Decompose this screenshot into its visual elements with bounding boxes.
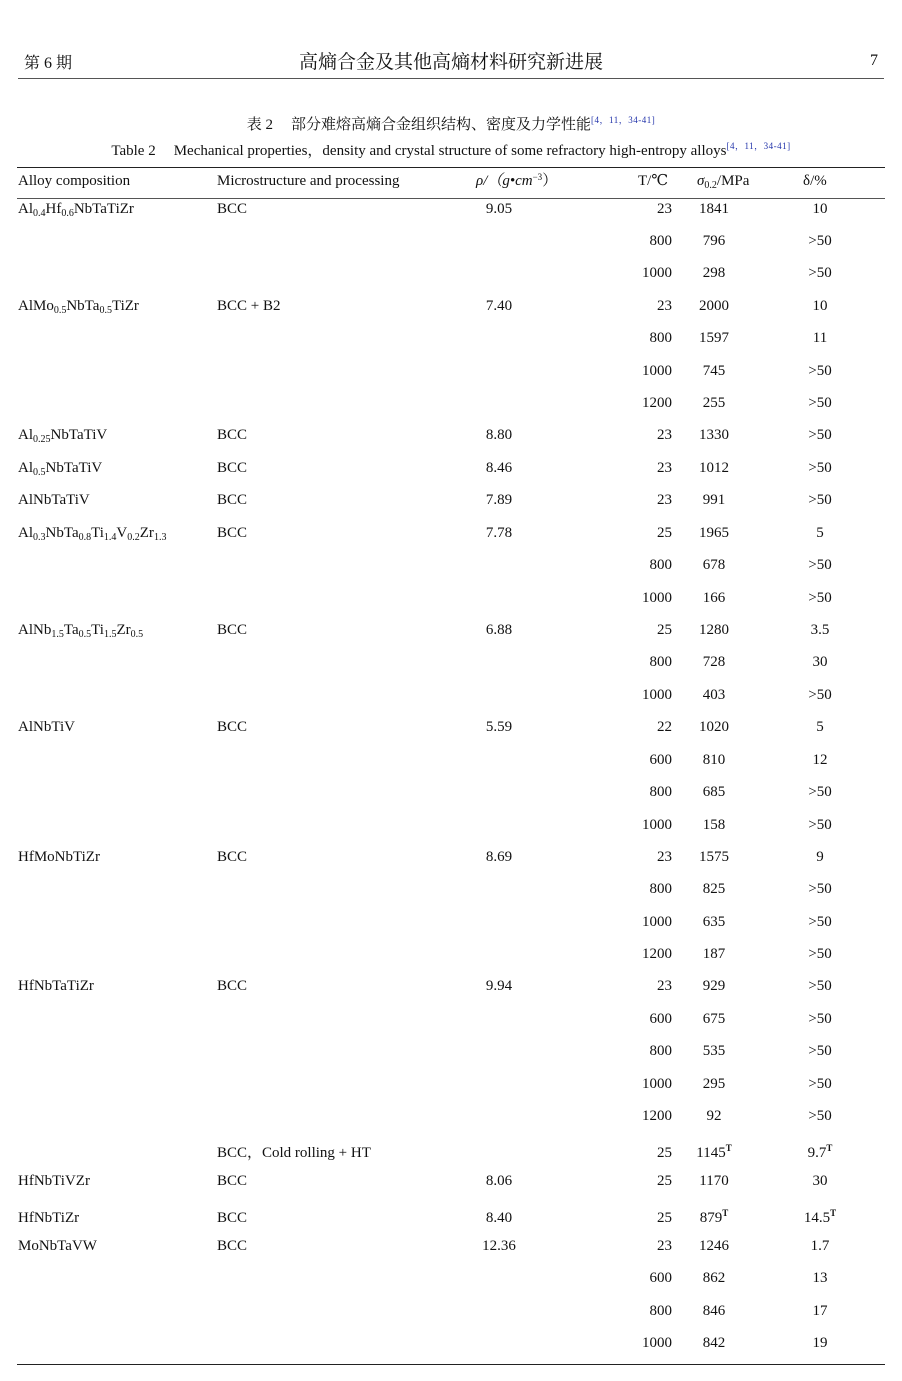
elongation-value: 10 <box>812 298 828 314</box>
alloy-composition: $Al_{0.4}Hf_{0.6}NbTaTiZr$ <box>18 201 134 219</box>
density-value: 7.40 <box>485 298 513 314</box>
yield-strength-value: 1280 <box>699 622 729 638</box>
temperature-value: 23 <box>657 978 672 994</box>
microstructure: BCC <box>217 719 248 735</box>
yield-strength-value: 187 <box>702 946 726 962</box>
microstructure: BCC <box>217 622 248 638</box>
density-value: 8.69 <box>485 849 513 865</box>
yield-strength-value: 685 <box>702 784 726 800</box>
yield-strength-value: 1597 <box>699 330 729 346</box>
microstructure: BCC <box>217 201 248 217</box>
caption-cn-text: 部分难熔高熵合金组织结构、密度及力学性能 <box>291 117 592 133</box>
caption-en-text: Mechanical properties，density and crystal structure of some refractory high-entropy alloys <box>173 143 727 159</box>
elongation-value: >50 <box>808 914 832 930</box>
caption-cn-refs[interactable]: [4，11，34-41] <box>591 115 656 125</box>
temperature-value: 1000 <box>642 817 672 833</box>
temperature-value: 1000 <box>642 265 672 281</box>
table-bottom-rule <box>17 1364 885 1365</box>
elongation-value: >50 <box>808 946 832 962</box>
elongation-value: >50 <box>808 233 832 249</box>
elongation-value: >50 <box>808 1076 832 1092</box>
temperature-value: 600 <box>649 1011 672 1027</box>
yield-strength-value: 1330 <box>699 427 729 443</box>
yield-strength-value: $879^T$ <box>699 1208 729 1226</box>
yield-strength-value: 825 <box>702 881 726 897</box>
yield-strength-value: 166 <box>702 590 726 606</box>
temperature-value: 1000 <box>642 914 672 930</box>
yield-strength-value: 298 <box>702 265 726 281</box>
col-header-density: $\rho/(g•cm^{-3})$ <box>476 172 558 189</box>
yield-strength-value: 1170 <box>699 1173 729 1189</box>
density-value: 8.46 <box>485 460 513 476</box>
yield-strength-value: 810 <box>702 752 726 768</box>
yield-strength-value: 92 <box>706 1108 722 1124</box>
density-value: 8.40 <box>485 1210 513 1226</box>
temperature-value: 800 <box>649 1303 672 1319</box>
temperature-value: 800 <box>649 654 672 670</box>
temperature-value: 600 <box>649 752 672 768</box>
yield-strength-value: 158 <box>702 817 726 833</box>
density-value: 12.36 <box>482 1238 516 1254</box>
alloy-composition: AlMo$_{0.5}$NbTa$_{0.5}$TiZr <box>18 298 139 316</box>
yield-strength-value: 1841 <box>699 201 729 217</box>
elongation-value: 5 <box>816 525 824 541</box>
microstructure: BCC <box>217 492 248 508</box>
microstructure: BCC <box>217 1238 248 1254</box>
issue-label: 第 6 期 <box>24 55 73 72</box>
microstructure: BCC，Cold rolling + HT <box>217 1145 371 1161</box>
density-value: 5.59 <box>485 719 513 735</box>
temperature-value: 25 <box>657 1173 672 1189</box>
yield-strength-value: 635 <box>702 914 726 930</box>
col-header-temperature: T/℃ <box>638 173 669 189</box>
density-value: 6.88 <box>485 622 513 638</box>
caption-en-refs[interactable]: [4，11，34-41] <box>726 141 791 151</box>
elongation-value: 3.5 <box>810 622 830 638</box>
yield-strength-value: 255 <box>702 395 726 411</box>
table-top-rule <box>17 167 885 168</box>
caption-cn-label: 表 2 <box>246 117 274 133</box>
yield-strength-value: 991 <box>702 492 726 508</box>
temperature-value: 1000 <box>642 1076 672 1092</box>
temperature-value: 23 <box>657 201 672 217</box>
yield-strength-value: 1012 <box>699 460 729 476</box>
col-header-yield-strength: $\sigma_{0.2}$/MPa <box>697 173 750 191</box>
alloy-composition: $Al_{0.25}NbTaTiV$ <box>18 427 108 445</box>
elongation-value: >50 <box>808 427 832 443</box>
microstructure: BCC <box>217 460 248 476</box>
alloy-composition: HfMoNbTiZr <box>18 849 100 865</box>
microstructure: BCC <box>217 525 248 541</box>
microstructure: BCC <box>217 1210 248 1226</box>
microstructure: BCC <box>217 427 248 443</box>
elongation-value: >50 <box>808 784 832 800</box>
yield-strength-value: 295 <box>702 1076 726 1092</box>
table-caption-en <box>0 139 902 160</box>
elongation-value: >50 <box>808 460 832 476</box>
yield-strength-value: 1965 <box>699 525 729 541</box>
elongation-value: 1.7 <box>810 1238 830 1254</box>
alloy-composition: $Al_{0.3}NbTa_{0.8}Ti_{1.4}V_{0.2}Zr_{1.3}$ <box>18 525 167 543</box>
temperature-value: 1200 <box>642 1108 672 1124</box>
alloy-composition: MoNbTaVW <box>18 1238 97 1254</box>
elongation-value: 30 <box>812 654 828 670</box>
elongation-value: >50 <box>808 395 832 411</box>
running-title: 高熵合金及其他高熵材料研究新进展 <box>298 52 603 73</box>
yield-strength-value: 1020 <box>699 719 729 735</box>
temperature-value: 23 <box>657 849 672 865</box>
alloy-composition: AlNbTiV <box>18 719 75 735</box>
caption-en-label: Table 2 <box>111 143 156 159</box>
alloy-composition: AlNbTaTiV <box>18 492 90 508</box>
yield-strength-value: 403 <box>702 687 726 703</box>
temperature-value: 23 <box>657 460 672 476</box>
elongation-value: 5 <box>816 719 824 735</box>
temperature-value: 25 <box>657 1145 672 1161</box>
elongation-value: >50 <box>808 590 832 606</box>
yield-strength-value: 842 <box>702 1335 726 1351</box>
temperature-value: 1200 <box>642 946 672 962</box>
elongation-value: >50 <box>808 492 832 508</box>
col-header-micro: Microstructure and processing <box>217 173 400 189</box>
temperature-value: 1000 <box>642 1335 672 1351</box>
temperature-value: 22 <box>657 719 672 735</box>
density-value: 9.05 <box>485 201 513 217</box>
yield-strength-value: 796 <box>702 233 726 249</box>
elongation-value: >50 <box>808 687 832 703</box>
table-header-rule <box>17 198 885 199</box>
density-value: 7.78 <box>485 525 513 541</box>
microstructure: BCC <box>217 978 248 994</box>
yield-strength-value: 846 <box>702 1303 726 1319</box>
col-header-alloy: Alloy composition <box>18 173 131 189</box>
temperature-value: 23 <box>657 1238 672 1254</box>
temperature-value: 25 <box>657 1210 672 1226</box>
yield-strength-value: 862 <box>702 1270 726 1286</box>
page-header <box>18 40 884 79</box>
elongation-value: 9 <box>816 849 824 865</box>
microstructure: BCC + B2 <box>217 298 281 314</box>
temperature-value: 1000 <box>642 363 672 379</box>
elongation-value: >50 <box>808 817 832 833</box>
elongation-value: >50 <box>808 1108 832 1124</box>
elongation-value: $9.7^T$ <box>807 1143 833 1161</box>
elongation-value: 30 <box>812 1173 828 1189</box>
alloy-composition: $AlNb_{1.5}Ta_{0.5}Ti_{1.5}Zr_{0.5}$ <box>18 622 144 640</box>
elongation-value: >50 <box>808 1043 832 1059</box>
alloy-composition: HfNbTaTiZr <box>18 978 94 994</box>
elongation-value: 13 <box>812 1270 828 1286</box>
elongation-value: $14.5^T$ <box>803 1208 837 1226</box>
table-caption-cn <box>0 113 902 134</box>
elongation-value: >50 <box>808 881 832 897</box>
microstructure: BCC <box>217 849 248 865</box>
microstructure: BCC <box>217 1173 248 1189</box>
elongation-value: >50 <box>808 363 832 379</box>
elongation-value: >50 <box>808 1011 832 1027</box>
yield-strength-value: 675 <box>702 1011 726 1027</box>
temperature-value: 600 <box>649 1270 672 1286</box>
elongation-value: 11 <box>812 330 828 346</box>
elongation-value: 10 <box>812 201 828 217</box>
temperature-value: 800 <box>649 233 672 249</box>
temperature-value: 1000 <box>642 590 672 606</box>
yield-strength-value: 2000 <box>699 298 729 314</box>
elongation-value: >50 <box>808 557 832 573</box>
temperature-value: 25 <box>657 525 672 541</box>
temperature-value: 23 <box>657 427 672 443</box>
density-value: 7.89 <box>485 492 513 508</box>
temperature-value: 1200 <box>642 395 672 411</box>
density-value: 8.06 <box>485 1173 513 1189</box>
alloy-composition: HfNbTiVZr <box>18 1173 90 1189</box>
page-number: 7 <box>870 52 878 69</box>
temperature-value: 800 <box>649 330 672 346</box>
temperature-value: 800 <box>649 557 672 573</box>
temperature-value: 800 <box>649 784 672 800</box>
temperature-value: 800 <box>649 881 672 897</box>
density-value: 9.94 <box>485 978 513 994</box>
alloy-composition: HfNbTiZr <box>18 1210 80 1226</box>
yield-strength-value: 1575 <box>699 849 729 865</box>
density-value: 8.80 <box>485 427 513 443</box>
temperature-value: 23 <box>657 492 672 508</box>
temperature-value: 23 <box>657 298 672 314</box>
col-header-elongation: δ/% <box>803 173 827 189</box>
elongation-value: 17 <box>812 1303 828 1319</box>
yield-strength-value: 1246 <box>699 1238 729 1254</box>
temperature-value: 1000 <box>642 687 672 703</box>
temperature-value: 800 <box>649 1043 672 1059</box>
elongation-value: >50 <box>808 265 832 281</box>
yield-strength-value: 535 <box>702 1043 726 1059</box>
yield-strength-value: 678 <box>702 557 726 573</box>
yield-strength-value: 929 <box>702 978 726 994</box>
yield-strength-value: 728 <box>702 654 726 670</box>
yield-strength-value: $1145^T$ <box>696 1143 732 1161</box>
yield-strength-value: 745 <box>702 363 726 379</box>
elongation-value: 12 <box>812 752 828 768</box>
alloy-composition: $Al_{0.5}NbTaTiV$ <box>18 460 103 478</box>
elongation-value: >50 <box>808 978 832 994</box>
elongation-value: 19 <box>812 1335 828 1351</box>
temperature-value: 25 <box>657 622 672 638</box>
